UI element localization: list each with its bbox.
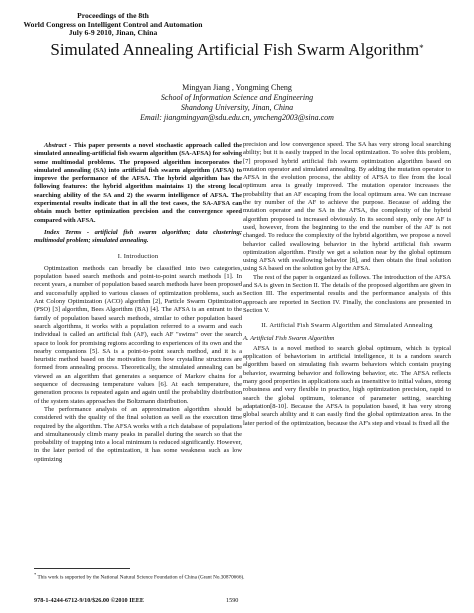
intro-paragraph-4: The rest of the paper is organized as follows. The introduction of the AFSA and SA is given in Section II. The details of the proposed algorithm are given in Section III. The experimental results and the performance analysis of this approach are reported in Section IV. Finally, the conclusions are presented in Section V. bbox=[243, 273, 451, 314]
intro-paragraph-1: Optimization methods can broadly be classified into two categories, population based search methods and point-to-point search methods [1]. In recent years, a number of population based search methods have been proposed and successfully applied to various classes of optimization problems, such as Ant Colony Optimization (ACO) algorithm [2], Particle Swarm Optimization (PSO) [3] algorithm, Bees Algorithm (BA) [4]. The AFSA is an entrant to the family of population based search methods, similar to other population based search algorithms, it works with a population referred to a swarm and each individual is called an artificial fish (AF), each AF "swims" over the search space to look for promising regions according to experiences of its own and the nearby companions [5]. SA is a point-to-point search method, and it is a heuristic method based on the motivation from how crystalline structures are formed from annealing process. Theoretically, the simulated annealing can be viewed as an algorithm that generates a sequence of Markov chains for a sequence of decreasing temperature values [6]. At each temperature, the generation process is repeated again and again until the probability distribution of the system states approaches the Boltzmann distribution. bbox=[34, 264, 242, 405]
intro-paragraph-2: The performance analysis of an approximation algorithm should be considered with the quality of the final solution as well as the execution time required by the algorithm. The AFSA works with a rich database of populations and simultaneously climb many peaks in parallel during the search so that the probability of trapping into a local minimum is reduced significantly. However, in the later period of the optimization, it has some weakness such as low optimizing bbox=[34, 405, 242, 463]
author-block bbox=[0, 83, 474, 123]
author-emails: Email: jiangmingyan@sdu.edu.cn, ymcheng2003@sina.com bbox=[140, 113, 334, 122]
proceedings-line-3: July 6-9 2010, Jinan, China bbox=[68, 28, 158, 38]
index-terms-label: Index Terms - bbox=[44, 228, 95, 236]
abstract-text: This paper presents a novel stochastic approach called the simulated annealing-artificial fish swarm algorithm (SA-AFSA) for solving some multimodal problems. The proposed algorithm incorporates the simulated annealing (SA) into artificial fish swarm algorithm (AFSA) to improve the performance of the AFSA. The hybrid algorithm has the following features: the hybrid algorithm maintains 1) the strong local searching ability of the SA and 2) the swarm intelligence of AFSA. The experimental results indicate that in all the test cases, the SA-AFSA can obtain much better optimization precision and the convergence speed compared with AFSA. bbox=[34, 142, 242, 224]
author-names: Mingyan Jiang , Yongming Cheng bbox=[182, 83, 292, 92]
footnote-text: This work is supported by the National Natural Science Foundation of China (Grant No.30870666). bbox=[37, 574, 245, 581]
abstract-label: Abstract - bbox=[44, 142, 74, 149]
left-column bbox=[34, 142, 242, 464]
footer-isbn: 978-1-4244-6712-9/10/$26.00 ©2010 IEEE bbox=[34, 597, 144, 604]
affiliation-line-1: School of Information Science and Engineering bbox=[160, 93, 314, 102]
paper-title bbox=[0, 40, 474, 60]
page-number: 1590 bbox=[226, 597, 239, 604]
afsa-paragraph-1: AFSA is a novel method to search global optimum, which is typical application of behaviorism in artificial intelligence, it is a random search algorithm based on simulating fish swarm behaviors which contain praying behavior, swarming behavior and following behavior, etc. The AFSA reflects many good properties in applications such as insensitive to initial values, strong robustness and very flexible in practice, high optimization precision, rapid to search the global optimum, tolerance of parameter setting, searching adaptation[8-10]. Because the AFSA is population based, it has very strong global search ability and it can easily find the global optimization area. In the later period of the optimization, because the AF's step and visual is fixed all the bbox=[243, 344, 451, 427]
proceedings-line-2: World Congress on Intelligent Control and Automation bbox=[23, 19, 203, 29]
paper-title-text: Simulated Annealing Artificial Fish Swarm Algorithm bbox=[50, 40, 420, 59]
footnote bbox=[34, 572, 244, 581]
index-terms bbox=[34, 229, 242, 246]
title-footnote-mark: * bbox=[419, 43, 424, 53]
footnote-divider bbox=[34, 568, 130, 569]
section-heading-afsa-sa: II. Artificial Fish Swarm Algorithm and Simulated Annealing bbox=[261, 322, 433, 330]
abstract bbox=[34, 142, 242, 225]
intro-paragraph-3: precision and low convergence speed. The SA has very strong local searching ability; but it is easily trapped in the local optimization. To solve this problem, [7] proposed hybrid artificial fish swarm optimization algorithm based on mutation operator and simulated annealing. By adding the mutation operator to AFSA in the evolution process, the ability of AFSA to flee from the local optimum area is greatly improved. The mutation operator increases the probability that an AF escaping from the local optimum area. We can increase the try number of the AF to achieve the purpose. Because of adding the mutation operator and the SA in the AFSA, the complexity of the hybrid algorithm proposed is increased obviously. In its second step, only one AF is used, however, from the beginning to the end the number of the AF is not changed. To reduce the complexity of the hybrid algorithm, we propose a novel behavior called swallowing behavior in the hybrid artificial fish swarm optimization algorithm. Firstly we get a solution near by the global optimum using AFSA with swallowing behavior [8], and then obtain the final solution using SA based on the solution got by the AFSA. bbox=[243, 141, 451, 273]
affiliation-line-2: Shandong University, Jinan, China bbox=[180, 103, 294, 112]
index-terms-text: artificial fish swarm algorithm; data clustering; multimodal problem; simulated annealing. bbox=[34, 228, 242, 245]
right-column bbox=[243, 141, 451, 428]
proceedings-header bbox=[18, 12, 208, 38]
subsection-heading-afsa: A. Artificial Fish Swarm Algorithm bbox=[243, 334, 335, 342]
proceedings-line-1: Proceedings of the 8th bbox=[77, 11, 149, 20]
footnote-mark: * bbox=[34, 572, 37, 577]
section-heading-introduction: I. Introduction bbox=[117, 252, 159, 260]
